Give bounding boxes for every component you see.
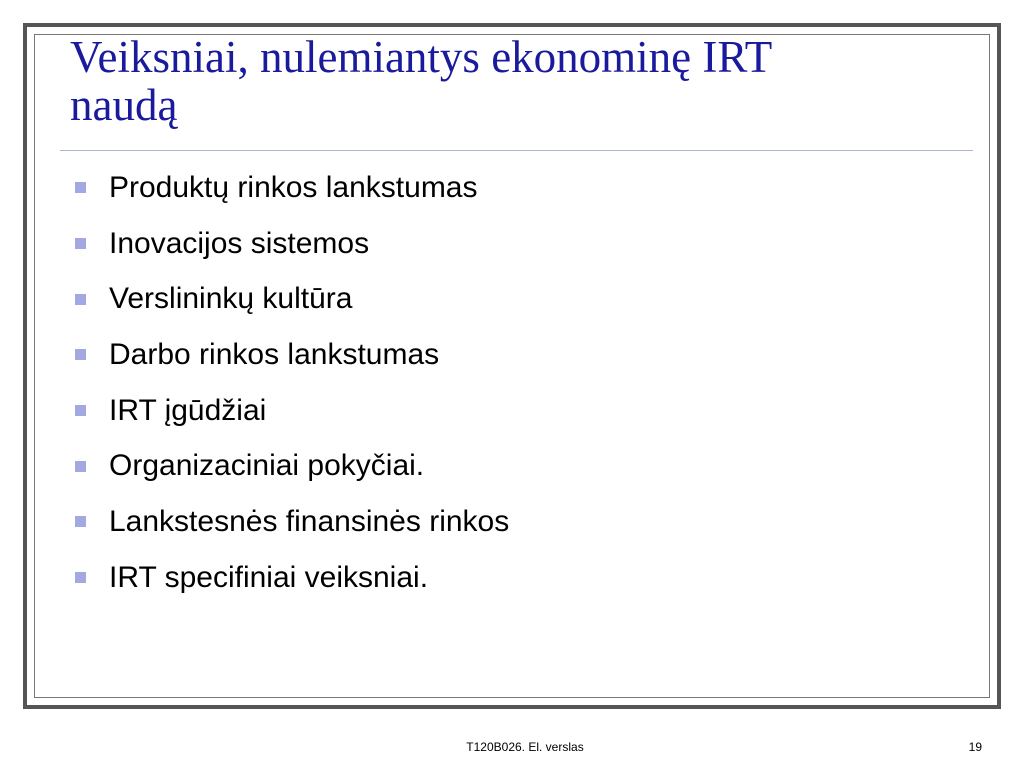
title-divider xyxy=(60,150,973,151)
bullet-text: IRT įgūdžiai xyxy=(109,393,267,427)
bullet-item xyxy=(70,327,950,383)
bullet-text: Produktų rinkos lankstumas xyxy=(109,170,478,204)
bullet-item xyxy=(70,550,950,606)
square-bullet-icon xyxy=(75,349,86,360)
bullet-item xyxy=(70,438,950,494)
square-bullet-icon xyxy=(75,516,86,527)
bullet-text: Darbo rinkos lankstumas xyxy=(109,337,440,371)
bullet-text: IRT specifiniai veiksniai. xyxy=(109,560,429,594)
footer-course-label: T120B026. El. verslas xyxy=(466,740,584,754)
square-bullet-icon xyxy=(75,294,86,305)
bullet-text: Verslininkų kultūra xyxy=(109,282,353,316)
square-bullet-icon xyxy=(75,461,86,472)
slide-title xyxy=(70,33,950,129)
square-bullet-icon xyxy=(75,405,86,416)
bullet-item xyxy=(70,383,950,439)
bullet-item xyxy=(70,160,950,216)
square-bullet-icon xyxy=(75,182,86,193)
bullet-text: Organizaciniai pokyčiai. xyxy=(109,449,425,483)
bullet-list xyxy=(70,160,950,606)
bullet-item xyxy=(70,271,950,327)
slide-title-line1: Veiksniai, nulemiantys ekonominę IRT xyxy=(70,32,773,82)
bullet-item xyxy=(70,216,950,272)
bullet-item xyxy=(70,494,950,550)
square-bullet-icon xyxy=(75,572,86,583)
bullet-text: Inovacijos sistemos xyxy=(109,226,370,260)
square-bullet-icon xyxy=(75,238,86,249)
slide-title-line2: naudą xyxy=(70,80,178,130)
bullet-text: Lankstesnės finansinės rinkos xyxy=(109,504,510,538)
page-number: 19 xyxy=(968,740,982,754)
